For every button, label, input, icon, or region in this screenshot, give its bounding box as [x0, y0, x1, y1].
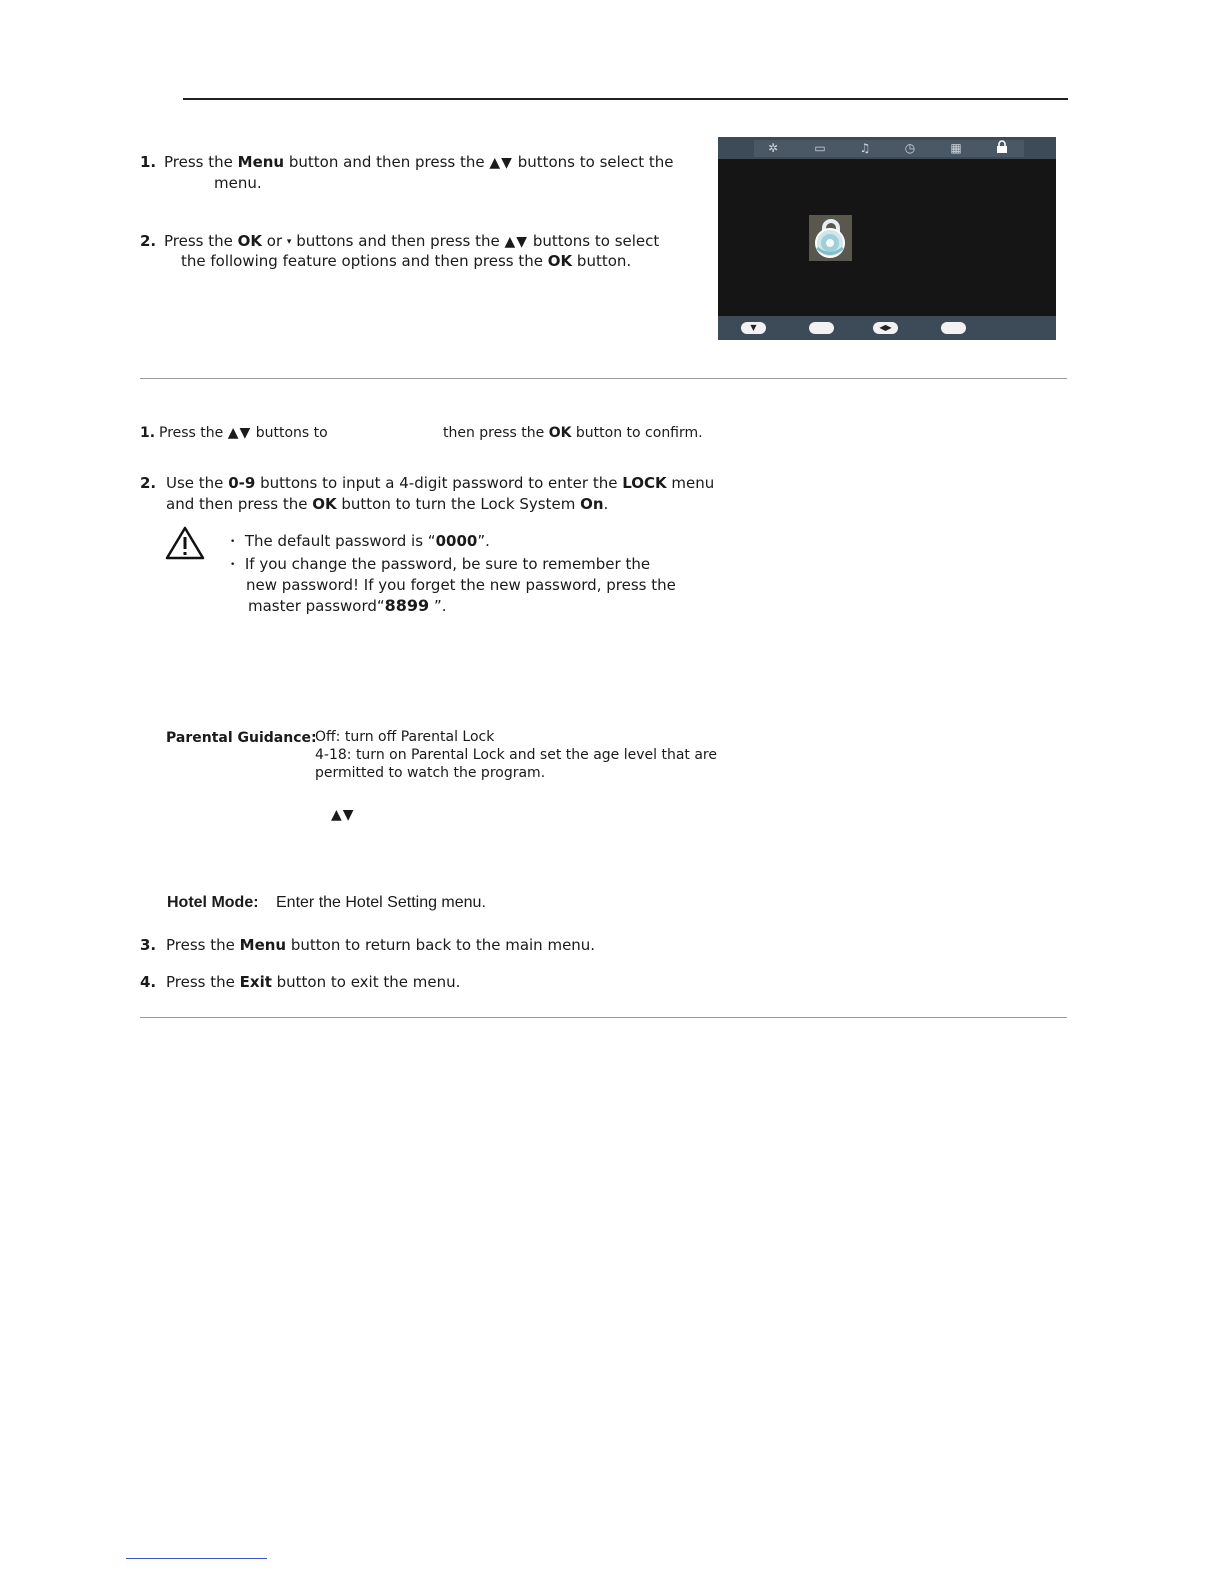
- note-change-password-l3: master password“8899 ”.: [248, 596, 447, 615]
- tv-menu-screenshot: [718, 137, 1056, 340]
- step2-text: Press the OK or ▾ buttons and then press the ▲▼ buttons to select: [164, 232, 660, 250]
- hotel-mode-label: Hotel Mode:: [167, 894, 259, 911]
- step-number: 1.: [140, 153, 157, 171]
- tv-menu-hint-bar: [718, 316, 1056, 340]
- s2-step2-text-line2: and then press the OK button to turn the Lock System On.: [166, 495, 609, 513]
- up-down-arrows-icon: ▲▼: [331, 807, 355, 823]
- step-number: 3.: [140, 936, 157, 954]
- gear-icon: ✲: [767, 141, 779, 155]
- down-key-hint: ▼: [741, 322, 766, 334]
- step1-text: Press the Menu button and then press the ▲▼ buttons to select the: [164, 153, 674, 171]
- hotel-mode-text: Enter the Hotel Setting menu.: [276, 894, 486, 911]
- section-divider: [140, 1017, 1067, 1018]
- header-rule: [183, 98, 1068, 100]
- s2-step4-text: Press the Exit button to exit the menu.: [166, 973, 461, 991]
- parental-guidance-line1: Off: turn off Parental Lock: [315, 729, 495, 745]
- ok-key-hint: [809, 322, 834, 334]
- footer-link-underline[interactable]: [126, 1558, 267, 1559]
- exit-key-hint: [941, 322, 966, 334]
- lock-icon: [994, 140, 1010, 156]
- step-number: 2.: [140, 232, 157, 250]
- monitor-icon: ▭: [814, 141, 826, 155]
- padlock-icon: [809, 215, 852, 261]
- up-down-arrows-icon: ▲▼: [504, 234, 529, 250]
- parental-guidance-line2: 4-18: turn on Parental Lock and set the age level that are: [315, 747, 717, 763]
- note-change-password-l2: new password! If you forget the new password, press the: [246, 576, 676, 594]
- grid-icon: ▦: [950, 141, 962, 155]
- step2-text-line2: the following feature options and then press the OK button.: [181, 252, 632, 270]
- left-right-key-hint: ◀▶: [873, 322, 898, 334]
- parental-guidance-label: Parental Guidance:: [166, 730, 317, 746]
- s2-step2-text: Use the 0-9 buttons to input a 4-digit password to enter the LOCK menu: [166, 474, 715, 492]
- up-down-arrows-icon: ▲▼: [227, 425, 252, 441]
- step1-text-line2: menu.: [214, 174, 262, 192]
- step-number: 2.: [140, 474, 157, 492]
- section-divider: [140, 378, 1067, 379]
- music-icon: ♫: [859, 141, 871, 155]
- parental-guidance-line3: permitted to watch the program.: [315, 765, 546, 781]
- step-number: 4.: [140, 973, 157, 991]
- s2-step1-text-continued: then press the OK button to confirm.: [443, 425, 703, 441]
- step-number: 1.: [140, 425, 156, 441]
- down-triangle-icon: ▾: [286, 237, 292, 247]
- tv-menu-tab-bar: [718, 137, 1056, 159]
- clock-icon: ◷: [904, 141, 916, 155]
- s2-step3-text: Press the Menu button to return back to the main menu.: [166, 936, 596, 954]
- note-change-password-l1: • If you change the password, be sure to remember the: [230, 555, 651, 573]
- up-down-arrows-icon: ▲▼: [489, 155, 513, 171]
- s2-step1-text: Press the ▲▼ buttons to: [159, 425, 328, 441]
- warning-icon: [164, 525, 206, 561]
- note-default-password: • The default password is “0000”.: [230, 532, 490, 550]
